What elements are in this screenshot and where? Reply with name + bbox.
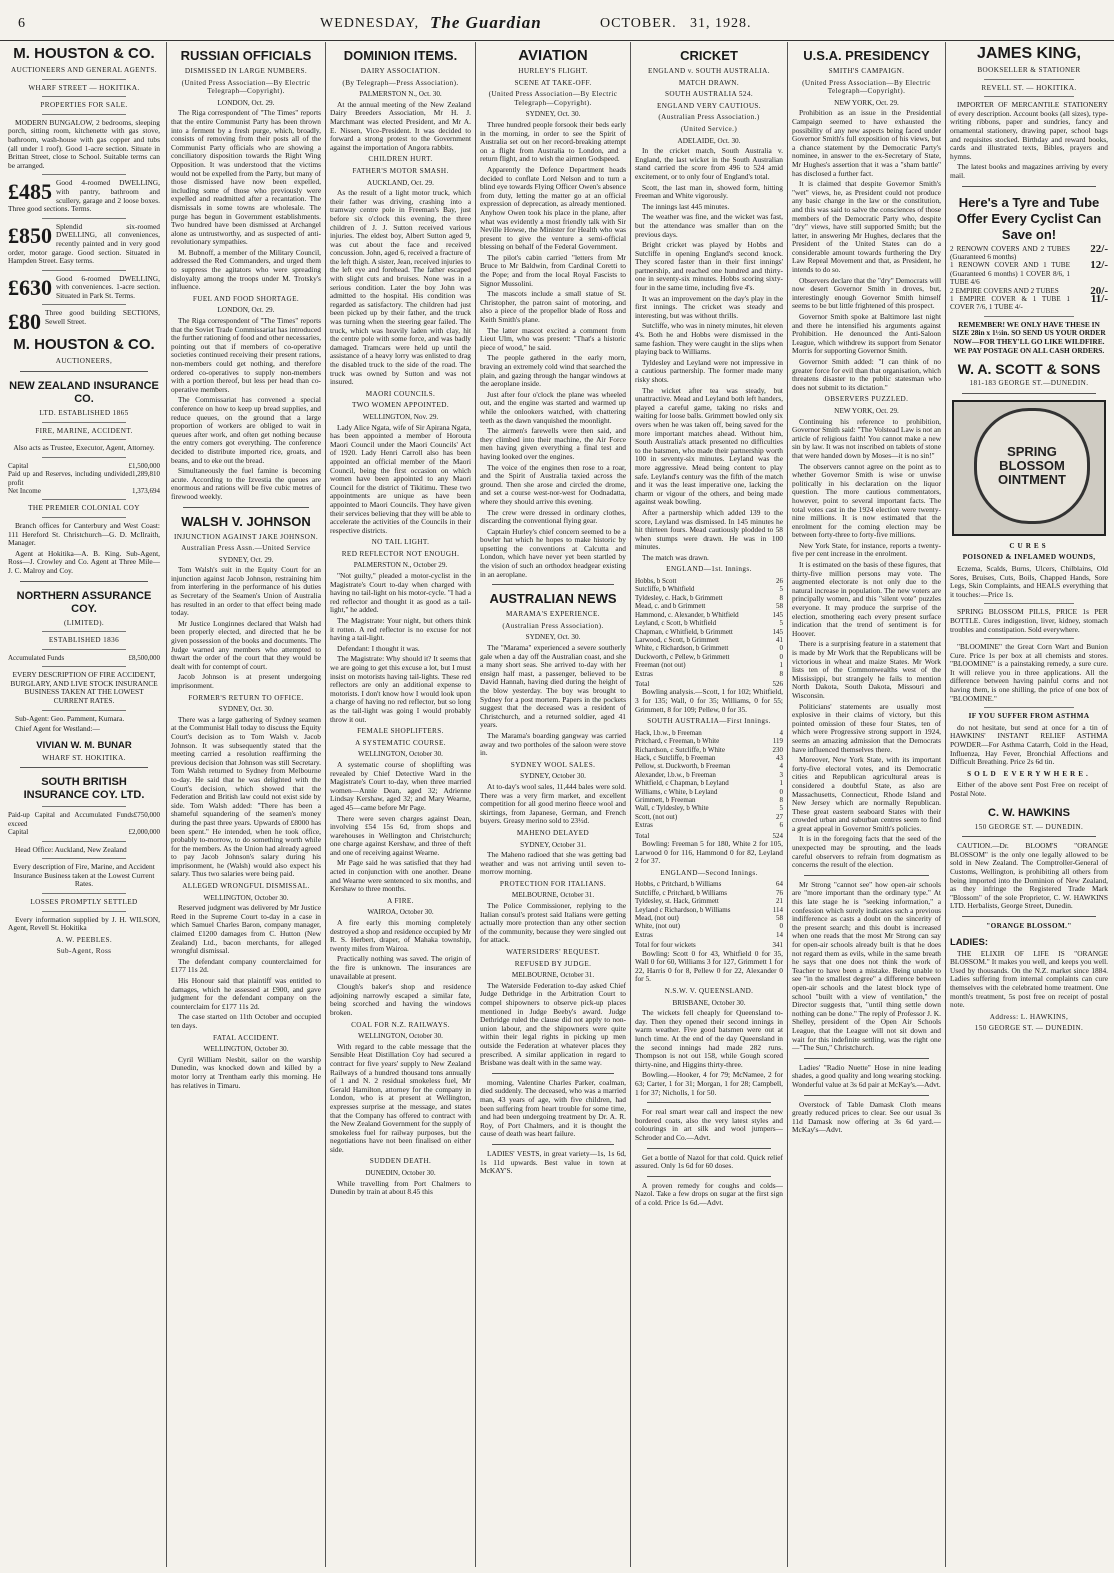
scorecard-england-1 [635,577,783,678]
score-name: Extras [635,930,653,939]
auctioneers: AUCTIONEERS AND GENERAL AGENTS. [11,66,157,74]
score-row [635,762,783,770]
score-row [635,779,783,787]
score-value: 8 [779,669,783,678]
score-row [635,931,783,939]
score-name: Leyland c Richardson, b Williams [635,905,731,914]
james-king-title: JAMES KING, [976,45,1081,62]
price-80: £80 [8,309,41,335]
headline-aviation: AVIATION [518,47,588,64]
south-british-title: SOUTH BRITISH INSURANCE COY. LTD. [23,776,145,802]
score-value: 0 [779,652,783,661]
score-name: Extras [635,669,653,678]
score-name: Hack, l.b.w., b Freeman [635,728,702,737]
price-485: £485 [8,179,52,205]
score-name: Williams, c White, b Leyland [635,787,718,796]
modern-bungalow: MODERN BUNGALOW, 2 bedrooms, sleeping porch, sitting room, kitchenette with gas stove, bathroom, wash-house with gas copper and tubs (all under 1 roof). Good 1-acre section. Situate in Brittan Street, close to School. Suitable terms can be arranged. [8,117,160,170]
score-name: Whitfield, c Chapman, b Leyland [635,779,729,788]
score-value: 64 [776,880,783,889]
score-value: 114 [772,905,783,914]
score-value: 3 [779,770,783,779]
property-850: £850 Splendid six-roomed DWELLING, all conveniences, recently painted and in very good order, motor garage. Good section. Situated in Hampden Street. Easy terms. [8,221,160,266]
score-value: 58 [776,914,783,922]
properties-heading: PROPERTIES FOR SALE. [40,101,128,110]
score-value: 27 [776,812,783,821]
score-row [635,594,783,602]
score-value: 21 [776,897,783,906]
score-value: 26 [776,577,783,586]
score-row [635,804,783,812]
column-5: CRICKET ENGLAND v. SOUTH AUSTRALIA. MATCH DRAWN. SOUTH AUSTRALIA 524. ENGLAND VERY CAUTIOUS. (Australian Press Association.) (United Service.) ADELAIDE, Oct. 30. In the cricket match, South Australia v. England, the last wicket in the South Australian stand carried the score from 496 to 524 amid excitement, or to only four of England's total. Scott, the last man in, showed form, hitting Freeman and White vigorously. The innings last 445 minutes. The weather was fine, and the wicket was fast, but the attendance was smaller than on the previous days. Bright cricket was played by Hobbs and Sutcliffe in opening England's second knock. They scored faster than in their first innings' partnership, and reached one hundred and thirty-one in seventy-six minutes. Hobbs scoring sixty-four in the same time, including five 4's. It was an improvement on the day's play in the first innings. The cricket was steady and interesting, but was without thrills. Sutcliffe, who was in ninety minutes, hit eleven 4's. Both he and Hobbs were dismissed in the same fashion. They were caught in the slips when playing back to Williams. Tyldesley and Leyland were not impressive in a cautious partnership. The former made many risky shots. The wicket after tea was steady, but unattractive. Mead and Leyland both left handers, played a careful game, taking no risks and waiting for loose balls. Grimmett bowled only six overs when he was taken off, being saved for the more important matches ahead. Without him, South Australia's attack presented no difficulties to the batsmen, who made their partnership worth 100 in seventy-six minutes. Leyland was the more aggressive. Mead being content to play safe. Leyland's century was the fifth of the match and it was the least imperative one, lacking the charm or vigour of the others, and being made against weak bowling. After a partnership which added 139 to the score, Leyland was dismissed. In 145 minutes he hit thirteen fours. Mead cautiously plodded to 58 when stumps were drawn. He was in 100 minutes. The match was drawn. ENGLAND—1st. Innings. Hobbs, b Scott 26 Sutcliffe, b Whitfield 5 Tyldesley, c. Hack, b Grimmett 8 Mead, c. and b Grimmett 58 Hammond, c. Alexander, b Whitfield 145 Leyland, c Scott, b Whitfield 5 Chapman, c Whitfield, b Grimmett 145 Larwood, c Scott, b Grimmett 41 White, c Richardson, b Grimmett 0 Duckworth, c Pellew, b Grimmett 0 Freeman (not out) 1 Extras 8 Total 526 Bowling analysis.—Scott, 1 for 102; Whitfield, 3 for 135; Wall, 0 for 35; Williams, 0 for 55; Grimmett, 8 for 109; Pellew, 0 for 35. SOUTH AUSTRALIA—First Innings. Hack, l.b.w., b Freeman 4 Pritchard, c Freeman, b White 119 Richardson, c Sutcliffe, b White 230 Hack, c Sutcliffe, b Freeman 43 Pellow, st. Duckworth, b Freeman 4 Alexander, l.b.w., b Freeman 3 Whitfield, c Chapman, b Leyland 1 Williams, c White, b Leyland 0 Grimmett, b Freeman 8 Wall, c Tyldesley, b White 5 Scott, (not out) 27 Extras 6 Total 524 Bowling: Freeman 5 for 180, White 2 for 105, Larwood 0 for 116, Hammond 0 for 82, Leyland 2 for 37. ENGLAND—Second Innings. Hobbs, c Pritchard, b Williams 64 Sutcliffe, c Pritchard, b Williams 76 Tyldesley, st. Hack, Grimmett 21 Leyland c Richardson, b Williams 114 Mead, (not out) 58 White, (not out) 0 Extras 14 Total for four wickets 341 Bowling: Scott 0 for 43, Whitfield 0 for 35, Wall 0 for 60, Williams 3 for 127, Grimmett 1 for 22, Harris 0 for 8, Pellew 0 for 22, Alexander 0 for 5. N.S.W. V. QUEENSLAND. BRISBANE, October 30. The wickets fell cheaply for Queensland to-day. Then they opened their second innings in warm weather. Five good batsmen were out at lunch time. At the end of the day Queensland in the second innings had made 282 runs. Thompson is not out 158, while Gough scored thirty-nine, and Higgins thirty-three. Bowling.—Hooker, 4 for 79; McNamee, 2 for 63; Carter, 1 for 31; Morgan, 1 for 28; Campbell, 1 for 37; Nicholls, 1 for 50. For real smart wear call and inspect the new bordered coats, also the very latest styles and colourings in art silk and wool jumpers—Schroder and Co.—Advt. Get a bottle of Nazol for that cold. Quick relief assured. Only 1s 6d for 60 doses. A proven remedy for coughs and colds—Nazol. Take a few drops on sugar at the first sign of a cold. Price 1s 6d.—Advt. [635,48,783,1207]
northern-assurance-title: NORTHERN ASSURANCE COY. [16,589,152,615]
score-name: Richardson, c Sutcliffe, b White [635,745,725,754]
offer-label: 2 EMPIRE COVERS AND 2 TUBES [950,286,1059,295]
score-name: Wall, c Tyldesley, b White [635,804,709,813]
score-value: 0 [779,922,783,931]
tyre-offer-row [950,242,1108,262]
score-row [635,636,783,644]
offer-price: 20/- [1090,284,1108,297]
score-name: Hobbs, b Scott [635,577,677,586]
score-name: Hammond, c. Alexander, b Whitfield [635,610,739,619]
score-row [635,914,783,922]
headline-usa-presidency: U.S.A. PRESIDENCY [803,48,930,63]
scorecard-south-australia [635,729,783,830]
scorecard-total: Total 524 [635,831,783,840]
masthead-month: OCTOBER. [600,16,677,31]
score-value: 43 [776,753,783,762]
score-row [635,653,783,661]
score-row [635,897,783,905]
headline-dominion-items: DOMINION ITEMS. [343,48,458,63]
property-630: £630 Good 6-roomed DWELLING, with conveniences. 1-acre section. Situated in Park St. Terms. [8,273,160,300]
hawkins-title: C. W. HAWKINS [988,806,1070,819]
score-value: 1 [779,779,783,788]
score-name: Scott, (not out) [635,812,678,821]
score-row [635,577,783,585]
score-name: Alexander, l.b.w., b Freeman [635,770,716,779]
score-name: Tyldesley, st. Hack, Grimmett [635,897,719,906]
score-name: White, c Richardson, b Grimmett [635,644,729,653]
score-row [635,602,783,610]
score-row [635,880,783,888]
score-value: 5 [779,585,783,594]
column-1: M. HOUSTON & CO. AUCTIONEERS AND GENERAL AGENTS. WHARF STREET — HOKITIKA. PROPERTIES FOR SALE. MODERN BUNGALOW, 2 bedrooms, sleeping porch, sitting room, kitchenette with gas stove, bathroom, wash-house with gas copper and tubs (all under 1 roof). Good 1-acre section. Situate in Brittan Street, close to School. Suitable terms can be arranged. £485 Good 4-roomed DWELLING, with pantry, bathroom and scullery, garage and 2 loose boxes. Three good sections. Terms. £850 Splendid six-roomed DWELLING, all conveniences, recently painted and in very good order, motor garage. Good section. Situated in Hampden Street. Easy terms. £630 Good 6-roomed DWELLING, with conveniences. 1-acre section. Situated in Park St. Terms. £80 Three good building SECTIONS, Sewell Street. M. HOUSTON & CO. AUCTIONEERS, NEW ZEALAND INSURANCE CO. LTD. ESTABLISHED 1865 FIRE, MARINE, ACCIDENT. Also acts as Trustee, Executor, Agent, Attorney. Capital £1,500,000 Paid up and Reserves, including undivided profit 1,289,810 Net Income 1,373,694 THE PREMIER COLONIAL COY Branch offices for Canterbury and West Coast: 111 Hereford St. Christchurch—G. D. McIlraith, Manager. Agent at Hokitika—A. B. King. Sub-Agent, Ross—J. Crowley and Co. Agent at Three Mile—J. C. Malroy and Coy. NORTHERN ASSURANCE COY. (LIMITED). ESTABLISHED 1836 Accumulated Funds £8,500,000 EVERY DESCRIPTION OF FIRE ACCIDENT, BURGLARY, AND LIVE STOCK INSURANCE BUSINESS TAKEN AT THE LOWEST CURRENT RATES. Sub-Agent: Geo. Pamment, Kumara. Chief Agent for Westland:— VIVIAN W. M. BUNAR WHARF ST. HOKITIKA. SOUTH BRITISH INSURANCE COY. LTD. Paid-up Capital and Accumulated Funds exceed £750,000 Capital £2,000,000 Head Office: Auckland, New Zealand Every description of Fire, Marine, and Accident Insurance Business taken at the Lowest Current Rates. LOSSES PROMPTLY SETTLED Every information supplied by J. H. WILSON, Agent, Revell St. Hokitika A. W. PEEBLES. Sub-Agent, Ross [8,45,160,956]
reserves-row: Paid up and Reserves, including undivided profit 1,289,810 [8,470,160,487]
score-row [635,746,783,754]
score-row [635,821,783,829]
offer-price: 12/- [1090,259,1108,272]
score-value: 1 [779,661,783,670]
score-value: 41 [776,635,783,644]
score-value: 58 [776,602,783,611]
score-value: 145 [772,610,783,619]
score-name: Pellow, st. Duckworth, b Freeman [635,762,731,771]
score-row [635,644,783,652]
score-value: 4 [779,728,783,737]
score-row [635,670,783,678]
column-7: JAMES KING, BOOKSELLER & STATIONER REVELL ST. — HOKITIKA. IMPORTER OF MERCANTILE STATIONERY of every description. Account books (all sizes), type-writing ribbons, paper and sundries, fancy and ornamental stationery, drawing paper, school bags and requisites stocked. Birthday and reward books, cards and illustrated texts, Bibles, prayers and hymns. The latest books and magazines arriving by every mail. Here's a Tyre and Tube Offer Every Cyclist Can Save on! 2 RENOWN COVERS AND 2 TUBES (Guaranteed 6 months) 22/- 1 RENOWN COVER AND 1 TUBE (Guaranteed 6 months) 1 COVER 8/6, 1 TUBE 4/6 12/- 2 EMPIRE COVERS AND 2 TUBES 20/- 1 EMPIRE COVER & 1 TUBE 1 COVER 7/6, 1 TUBE 4/- 11/- REMEMBER! WE ONLY HAVE THESE IN SIZE 28in x 1½in. SO SEND US YOUR ORDER NOW—FOR THEY'LL GO LIKE WILDFIRE. WE PAY POSTAGE ON ALL CASH ORDERS. W. A. SCOTT & SONS 181-183 GEORGE ST.—DUNEDIN. SPRING BLOSSOM OINTMENT CURES POISONED & INFLAMED WOUNDS, Eczema, Scalds, Burns, Ulcers, Chilblains, Old Sores, Bruises, Cuts, Boils, Chapped Hands, Sore Legs, Skin Complaints, and HEALS everything that it touches:—Price 1s. SPRING BLOSSOM PILLS, PRICE 1s PER BOTTLE. Cures indigestion, liver, kidney, stomach troubles and constipation. Sold everywhere. "BLOOMINE" the Great Corn Wart and Bunion Cure. Price 1s per box at all chemists and stores. "BLOOMINE" is a painstaking remedy, a sure cure. It will relieve you in three applications. All the difference between having painful corns and not having them, is one shilling, the price of one box of "BLOOMINE." IF YOU SUFFER FROM ASTHMA do not hesitate, but send at once for a tin of HAWKINS' INSTANT RELIEF ASTHMA POWDER—For Asthma Catarrh, Cold in the Head, Influenza, Hay Fever, Bronchial Affections and Difficult Breathing. Price 2s 6d tin. SOLD EVERYWHERE. Either of the above sent Post Free on receipt of Postal Note. C. W. HAWKINS 150 GEORGE ST. — DUNEDIN. CAUTION.—Dr. BLOOM'S "ORANGE BLOSSOM" is the only one legally allowed to be sold in New Zealand. The Comptroller-General of Customs, Wellington, is prohibiting all others from being imported into the Dominion of New Zealand, as they infringe the Registered Trade Mark "Blossom" of the sole Proprietor, C. W. HAWKINS LTD. Herbalists, George Street, Dunedin. "ORANGE BLOSSOM." LADIES: THE ELIXIR OF LIFE IS "ORANGE BLOSSOM." It makes you well, and keeps you well. Used by thousands. On the N.Z. market since 1884. Ladies suffering from internal complaints can cure themselves with the celebrated home treatment. One month's treatment, 5s post free on receipt of postal note. Address: L. HAWKINS, 150 GEORGE ST. — DUNEDIN. [950,45,1108,1033]
headline-russian-officials: RUSSIAN OFFICIALS [180,48,312,63]
income-row: Net Income 1,373,694 [8,487,160,496]
spring-blossom-seal-image: SPRING BLOSSOM OINTMENT [952,400,1106,536]
score-value: 0 [779,787,783,796]
score-name: Leyland, c Scott, b Whitfield [635,619,717,628]
tyre-offer-heading: Here's a Tyre and Tube Offer Every Cyclist Can Save on! [956,194,1102,242]
score-row [635,585,783,593]
property-80: £80 Three good building SECTIONS, Sewell Street. [8,308,160,335]
score-row [635,771,783,779]
score-name: Freeman (not out) [635,661,686,670]
masthead [0,0,1114,41]
offer-label: 2 RENOWN COVERS AND 2 TUBES (Guaranteed 6 months) [950,244,1070,261]
scorecard-england-2 [635,880,783,939]
tyre-offers [950,242,1108,312]
score-name: Sutcliffe, b Whitfield [635,585,695,594]
capital-row: Capital £1,500,000 [8,461,160,470]
score-row [635,754,783,762]
headline-walsh-johnson: WALSH V. JOHNSON [181,513,311,529]
score-value: 5 [779,619,783,628]
masthead-day: WEDNESDAY, [320,16,420,31]
offer-price: 22/- [1090,242,1108,255]
score-name: Pritchard, c Freeman, b White [635,737,720,746]
score-row [635,813,783,821]
price-850: £850 [8,222,52,248]
scorecard-total: Total for four wickets 341 [635,941,783,950]
score-name: Extras [635,821,653,830]
nz-insurance-title: NEW ZEALAND INSURANCE CO. [9,380,159,406]
score-row [635,788,783,796]
scott-sons-title: W. A. SCOTT & SONS [957,361,1101,378]
masthead-title: The Guardian [430,13,542,32]
score-name: White, (not out) [635,922,680,931]
score-name: Grimmett, b Freeman [635,795,696,804]
page-number: 6 [18,16,26,31]
masthead-date: 31, 1928. [690,16,752,31]
score-name: Hobbs, c Pritchard, b Williams [635,880,722,889]
score-value: 76 [776,888,783,897]
score-value: 5 [779,804,783,813]
headline-australian-news: AUSTRALIAN NEWS [489,591,617,607]
houston-title: M. HOUSTON & CO. [13,45,155,62]
score-value: 0 [779,644,783,653]
tyre-offer-row [950,292,1108,312]
score-name: Mead, (not out) [635,914,679,922]
score-name: Sutcliffe, c Pritchard, b Williams [635,888,727,897]
score-name: Tyldesley, c. Hack, b Grimmett [635,593,723,602]
price-630: £630 [8,274,52,300]
score-value: 14 [776,930,783,939]
ladies-vests-ad: LADIES' VESTS, in great variety—1s, 1s 6d, 1s 11d upwards. Best value in town at McKAY'S. [480,1148,626,1176]
score-name: Larwood, c Scott, b Grimmett [635,635,719,644]
column-4: AVIATION HURLEY'S FLIGHT. SCENE AT TAKE-OFF. (United Press Association—By Electric Telegraph—Copyright). SYDNEY, Oct. 30. Three hundred people forsook their beds early in the morning, in order to see the Spirit of Australia set out on her record-breaking attempt on a flight from Australia to London, and a return flight, and to wish the airmen Godspeed. Apparently the Defence Department heads decided to conflate Lord Nelson and to turn a blind eye towards Flying Officer Owen's absence from duty, letting the matter go at an official expression of deprecation, as already mentioned. Anyhow Owen took his place in the plane, after what was evidently a most friendly talk with Sir Neville Howse, the Minister for Health who was present to give the venture a semi-official blessing on behalf of the Federal Government. The pilot's cabin carried "letters from Mr Bruce to Mr Baldwin, from Cardinal Coretti to the Pope; and from the local Royal Fascists to Signor Mussolini. The mascots include a small statue of St. Christopher, the patron saint of motoring, and also a piece of the propellor blade of Ross and Keith Smith's plane. The latter mascot excited a comment from Lieut Ulm, who was present: "That's a historic piece of wood," he said. The people gathered in the early morn, braving an extremely cold wind that searched the plain, and gazing through the hangar windows at the aeroplane inside. Just after four o'clock the plane was wheeled out, and the engine was started and warmed up while the onlookers watched, with chattering teeth as the dawn vanquished the moonlight. The airmen's farewells were then said, and they climbed into their machine, the Air Force men having given everything a final test and having looked over the engines. The voice of the engines then rose to a roar, and the Spirit of Australia taxied across the ground. Then she arose and circled the drome, and set a course west-nor-west for Oodnadatta, where they should arrive this evening. The crew were dressed in ordinary clothes, discarding the conventional flying gear. Captain Hurley's chief concern seemed to be a bowler hat which he hopes to make historic by upsetting the conventions at Calcutta and London, which have never yet been startled by the vision of such an orthodox headgear existing in an aeroplane. AUSTRALIAN NEWS MARAMA'S EXPERIENCE. (Australian Press Association). SYDNEY, Oct. 30. The "Marama" experienced a severe southerly gale when a day off the Australian coast, and she a many short seas. She arrived to-day with her ensign half mast, a passenger, believed to be David Hannah, having died during the height of the blow yesterday. The boy was brought to Sydney for a post mortem. Papers in the pockets suggest that the deceased was a resident of Christchurch, and a returned soldier, aged 41 years. The Marama's boarding gangway was carried away and two portholes of the saloon were stove in. SYDNEY WOOL SALES. SYDNEY, October 30. At to-day's wool sales, 11,444 bales were sold. There was a very firm market, and excellent competition for all good merino fleece wool and skirtings, from Japanese, German, and French buyers. Greasy merino sold to 23½d. MAHENO DELAYED SYDNEY, October 31. The Maheno radioed that she was getting bad weather and was not arriving until seven to-morrow morning. PROTECTION FOR ITALIANS. MELBOURNE, October 31. The Police Commissioner, replying to the Italian consul's protest said Italians were getting actually more protection than any other section of the community, because they were singled out for attack. WATERSIDERS' REQUEST. REFUSED BY JUDGE. MELBOURNE, October 31. The Waterside Federation to-day asked Chief Judge Dethridge in the Arbitration Court to compel shipowners to observe pick-up places mentioned in Judge Beeby's award. Judge Dethridge ruled the clause did not apply to non-union labour, and the shipowners were quite within their legal rights in picking up men outside the Federation at whatever places they prescribed. A similar application in regard to Brisbane was dealt with in the same way. morning, Valentine Charles Parker, coalman, died suddenly. The deceased, who was a married man, 43 years of age, with five children, had been suffering from heart trouble for some time, and had been undergoing treatment by Dr. A. R. Roy, of Port Chalmers, and it is thought the cause of death was heart failure. LADIES' VESTS, in great variety—1s, 1s 6d, 1s 11d upwards. Best value in town at McKAY'S. [480,47,626,1176]
wharf-street: WHARF STREET — HOKITIKA. [28,83,140,92]
score-row [635,906,783,914]
score-name: Mead, c. and b Grimmett [635,602,706,611]
score-value: 8 [779,795,783,804]
score-name: Chapman, c Whitfield, b Grimmett [635,627,733,636]
column-3: DOMINION ITEMS. DAIRY ASSOCIATION. (By Telegraph—Press Association). PALMERSTON N., Oct. 30. At the annual meeting of the New Zealand Dairy Breeders Association, Mr H. J. Marchmant was elected President, and Mr A. E. Nissen, Vice-President. It was decided to forward a strong protest to the Government against the importation of Angora rabbits. CHILDREN HURT. FATHER'S MOTOR SMASH. AUCKLAND, Oct. 29. As the result of a light motor truck, which their father was driving, crashing into a tramway centre pole in Freeman's Bay, just before six o'clock this evening, the three children of J. J. Sutton received various injuries. The eldest boy, Albert Sutton aged 9, was cut about the face and received concussion. John, aged 6, received a fracture of the left thigh. A sister, Jean, received injuries to the left eye and forehead. The father escaped with slight cuts and bruises. None was in a serious condition. Later the boy John was admitted to the hospital. His condition was regarded as satisfactory. The children had just been picked up by their father, and the truck was turning when the steering gear failed. The truck, which was heavily laden with clay, hit the centre pole with some force, and was badly damaged. Tramcars were held up until the assistance of a heavy lorry was enlisted to drag the disabled truck to the side of the road. The truck was owned by Sutton and was not insured. MAORI COUNCILS. TWO WOMEN APPOINTED. WELLINGTON, Nov. 29. Lady Alice Ngata, wife of Sir Apirana Ngata, has been appointed a member of Horouta Maori Council under the Maori Councils' Act of 1920. Lady Henri Carroll also has been appointed an official member of the Maori Council, being the first occasion on which women have been appointed to any Maori Council for the district of Tikitimu. These two appointments are unique as have been appointed to Maori Councils. They have given their services believing that they will be able to accelerate the activities of the Councils in their respective districts. NO TAIL LIGHT. RED REFLECTOR NOT ENOUGH. PALMERSTON N., October 29. "Not guilty," pleaded a motor-cyclist in the Magistrate's Court to-day when charged with having no tail-light on his motor-cycle. "I had a red reflector and thought it as good as a tail-light," he added. The Magistrate: Your night, but others think it rotten. A red reflector is no excuse for not having a tail-light. Defendant: I thought it was. The Magistrate: Why should it? It seems that we are going to get this excuse a lot, but I must insist on motorists having tail-lights. These red reflectors are only an additional expense to motorists. I don't know how I would look upon a charge of having no red reflector, but so long as the tail-light was going I would probably throw it out. FEMALE SHOPLIFTERS. A SYSTEMATIC COURSE. WELLINGTON, October 30. A systematic course of shoplifting was revealed by Chief Detective Ward in the Magistrate's Court to-day, when three married women—Annie Dean, aged 32; Adrienne Lindsay Kershaw, aged 32; and Mary Wearne, aged 45—came before Mr Page. There were seven charges against Dean, involving £54 15s 6d, from shops and warehouses in Wellington and Christchurch; one charge against Kershaw, and three of theft and one of receiving against Wearne. Mr Page said he was satisfied that they had acted in conjunction with one another. Deane and Wearne were sentenced to six months, and Kershaw to three months. A FIRE. WAIROA, October 30. A fire early this morning completely destroyed a shop and residence occupied by Mr R. S. Herbert, draper, of Mahaka township, twenty miles from Wairoa. Practically nothing was saved. The origin of the fire is unknown. The insurances are unavailable at present. Clough's baker's shop and residence adjoining narrowly escaped a similar fate, being scorched and having the windows broken. COAL FOR N.Z. RAILWAYS. WELLINGTON, October 30. With regard to the cable message that the Sensible Heat Distillation Coy had secured a contract for five years' supply to New Zealand Railways of a hundred thousand tons annually of 1 and N. 2 residual smokeless fuel, Mr Gerald Hamilton, attorney for the company in London, who is at present at Wellington, expresses surprise at the message, and states that the Company has offered to contract with the New Zealand Government for the supply of smokeless fuel for railway purposes, but the negotiations have not been finalised on either side. SUDDEN DEATH. DUNEDIN, October 30. While travelling from Port Chalmers to Dunedin by train at about 8.45 this [330,48,471,1197]
score-value: 6 [779,821,783,830]
headline-cricket: CRICKET [680,48,738,63]
tyre-offer-row [950,284,1108,297]
score-value: 8 [779,593,783,602]
column-6: U.S.A. PRESIDENCY SMITH'S CAMPAIGN. (United Press Association—By Electric Telegraph—Copyright). NEW YORK, Oct. 29. Prohibition as an issue in the Presidential Campaign seemed to have exhausted the possibility of any new aspects being faced under Governor Smith's full exposition of his views, but a chance statement by the Democratic Party's nominee, in answer to the ex-Secretary of State, Mr Hughes's assertion that it was a "sham battle" has disclosed a further fact. It is claimed that despite Governor Smith's "wet" views, he, as President could not produce any basic change in the law or the constitution, and this was said to salve the consciences of those members of the Democratic Party who, despite "dry" views, have still supported Smith; but the latter, in answering Mr Hughes, declares that the President of the United States can do a considerable amount towards furthering the Dry Law Repeal Movement and that, as President, he intends to do so. Observers declare that the "dry" Democrats will now desert Governor Smith in droves, but, interestingly enough Governor Smith himself seems to be but little frightened of this prospect. Governor Smith spoke at Baltimore last night and there he intensified his arguments against Prohibition. He denounced the Anti-Saloon League, which withdrew its support from Senator Morris for supporting Governor Smith. Governor Smith added: "I can think of no greater force for evil than that organisation, which threatens disaster to the public statesman who does not submit to its dictation." OBSERVERS PUZZLED. NEW YORK, Oct. 29. Continuing his reference to prohibition, Governor Smith said: "The Volstead Law is not an article of religious faith! You cannot make a new sin by law. It was not inscribed on tablets of stone that were handed down by Moses—it is no sin!" The observers cannot agree on the point as to whether Governor Smith is wise or unwise politically in his declaration on the liquor question. The more cautious commentators, however, point to several important facts. The total votes cast in the 1924 election were twenty-nine millions. It is now estimated that the enrolment for the coming election may be between forty-three to forty-five millions. New York State, for instance, reports a twenty-five per cent increase in the enrolment. It is estimated on the basis of these figures, that thirty-five million persons may vote. The augmented electorate is not only due to the natural increase in population. The new voters are principally women, and this "silent vote" puzzles everyone. It may produce the surprise of the election, smothering each every present surface indication that the trend of sentiment is for Hoover. There is a surprising feature in a statement that is made by Mr Work that the Republicans will be victorious in wheat and maize States. Mr Work lists ten of the Commonwealths west of the Mississippi, but strangely he fails to mention North Dakota, South Dakota, Missouri and Wisconsin. Politicians' statements are usually most explosive in their claims of victory, but this pointed omission of these four States, ten of which were Progressive strong support in 1924, seems an amazing admission that the Democrats have influenced themselves there. Moreover, New York State, with its important forty-five electoral votes, and its Democratic cities and Republican agricultural areas is considered a doubtful State, as also are Massachusetts, Connecticut, Rhode Island and New Jersey which are normally Republican. These great eastern seaboard States with their crowded urban and suburban centres seem to find a great appeal in Governor Smith's policies. It is in the foregoing facts that the seed of the unexpected may be sprouting, and the leads careful observers to refrain from dogmatism as concerns the result of the election. Mr Strong "cannot see" how open-air schools are "more important than the ordinary type." At this late stage he is "seeking information," a confession which surely indicates such a previous indifference as casts a doubt on the sincerity of the present search; and this doubt is increased when one reads that the most Mr Strong can say for open-air schools already built is that he does not regard them as evils, while in the same breath he says that one does not think the work of Teacher to have been a mistake. Being unable to see "in the smallest degree" a difference between open-air schools and the latest block type of school "built with a view of ventilation," the Director suggests that, "until thing settle down nothing can be done." The reply of Professor J. K. Shelley, president of the Open Air Schools League, that the League will not sit down and wait for this indefinite settling, was the right one—"The Sun," Christchurch. Ladies' "Radio Nuette" Hose in nine leading shades, a good quality and long wearing stocking. Wonderful value at 3s 6d pair at McKay's.—Advt. Overstock of Table Damask Cloth means greatly reduced prices to clear. See our usual 3s 11d Damask now offering at 3s 6d yard.—McKay's—Advt. [792,48,941,1135]
offer-price: 11/- [1090,292,1108,305]
vivian-bunar: VIVIAN W. M. BUNAR [36,739,132,751]
tyre-offer-row [950,261,1108,286]
score-row [635,737,783,745]
score-row [635,922,783,930]
score-row [635,796,783,804]
column-2: RUSSIAN OFFICIALS DISMISSED IN LARGE NUMBERS. (United Press Association—By Electric Telegraph—Copyright). LONDON, Oct. 29. The Riga correspondent of "The Times" reports that the entire Communist Party has been thrown into a ferment by a fresh purge, which, broadly, consists of removing from their posts all of the Communist Party officials who are showing a conciliatory disposition towards the Right Wing Opposition. It was understood that the victims would not be expelled from the Party, but many of those dismissed have now been expelled, including some of those who previously were expelled and readmitted after a recantation. The dismissals in some towns are wholesale. The purge has begun in Government establishments. Two hundred have been dismissed at Archangel alone as untrustworthy, and as suspected of anti-revolutionary sympathies. M. Bubnoff, a member of the Military Council, addressed the Red Commanders, and urged them to suppress the agitators who were spreading disloyalty among the troops under M. Trotsky's influence. FUEL AND FOOD SHORTAGE. LONDON, Oct. 29. The Riga correspondent of "The Times" reports that the Soviet Trade Commissariat has introduced the further rationing of food and other necessaries, pointing out that if members of co-operative societies continued receiving their present rations, non-members could get nothing, and therefore ordered co-operatives to supply non-members with a portion thereof, but less per head than co-operative members. The Commissariat has convened a special conference on how to keep up bread supplies, and reduce queues, on the ground that a large proportion of workers are obliged to wait in queues after work, and often get nothing because the entry comers got everything. The conference decided to distribute imported rice, groats, and beans, and to eke out the bread. Simultaneously the fuel famine is becoming acute. According to the Izvestia the queues are enormous and rations will be five cubic metres of firewood weekly. WALSH V. JOHNSON INJUNCTION AGAINST JAKE JOHNSON. Australian Press Assn.—United Service SYDNEY, Oct. 29. Tom Walsh's suit in the Equity Court for an injunction against Jacob Johnson, restraining him from interfering in the performance of his duties as Secretary of the Seamen's Union of Australia has resulted in an order to that effect being made today. Mr Justice Longinnes declared that Walsh had been properly elected, and directed that he be given possession of the books and documents. The Judge warned any members who attempted to thwart the order of the court that they would be dealt with for contempt of court. Jacob Johnson is at present undergoing imprisonment. FORMER'S RETURN TO OFFICE. SYDNEY, Oct. 30. There was a large gathering of Sydney seamen at the Communist Hall today to discuss the Equity Court's decision as to Tom Walsh v. Jacob Johnson. It was subsequently stated that the meeting carried a resolution reaffirming the previous decision that Johnson was still Secretary. Tom Walsh returned to Sydney from Melbourne to-day. He said that he was delighted with the Court's decision, which showed that the Federation and British law could not exist side by side. Tom Walsh added: "There has been a shameful squandering of the seamen's money during the past three years. Upwards of £8000 has been spent." He intended, when he took office, probably to-morrow, to do something worth while for the members. As the Union had already agreed to pay Jacob Johnson's salary during his imprisonment, he (Walsh) would also expect his salary. Thus two salaries were being paid. ALLEGED WRONGFUL DISMISSAL. WELLINGTON, October 30. Reserved judgment was delivered by Mr Justice Reed in the Supreme Court to-day in a case in which Samuel Charles Baron, company manager, claimed £1200 damages from C. Hutton (New Zealand) Ltd., bacon merchants, for alleged wrongful dismissal. The defendant company counterclaimed for £177 11s 2d. His Honour said that plaintiff was entitled to damages, which he assessed at £900, and gave judgment for the defendant company on the counterclaim for £177 11s 2d. The case started on 11th October and occupied ten days. FATAL ACCIDENT. WELLINGTON, October 30. Cyril William Nesbit, sailor on the warship Dunedin, was knocked down and killed by a motor lorry at Trentham early this morning. He has relatives in Timaru. [171,48,321,1090]
score-name: Duckworth, c Pellew, b Grimmett [635,652,730,661]
score-name: Hack, c Sutcliffe, b Freeman [635,753,716,762]
property-485: £485 Good 4-roomed DWELLING, with pantry, bathroom and scullery, garage and 2 loose boxes. Three good sections. Terms. [8,178,160,214]
score-row [635,889,783,897]
score-row [635,628,783,636]
houston-title-2: M. HOUSTON & CO. [13,336,155,354]
score-value: 4 [779,762,783,771]
offer-label: 1 EMPIRE COVER & 1 TUBE 1 COVER 7/6, 1 TUBE 4/- [950,294,1070,312]
score-value: 145 [772,627,783,636]
score-row [635,611,783,619]
score-value: 119 [772,737,783,746]
scorecard-total: Total 526 [635,679,783,688]
score-row [635,729,783,737]
offer-label: 1 RENOWN COVER AND 1 TUBE (Guaranteed 6 months) 1 COVER 8/6, 1 TUBE 4/6 [950,261,1070,287]
score-row [635,619,783,627]
score-value: 230 [772,745,783,754]
score-row [635,661,783,669]
